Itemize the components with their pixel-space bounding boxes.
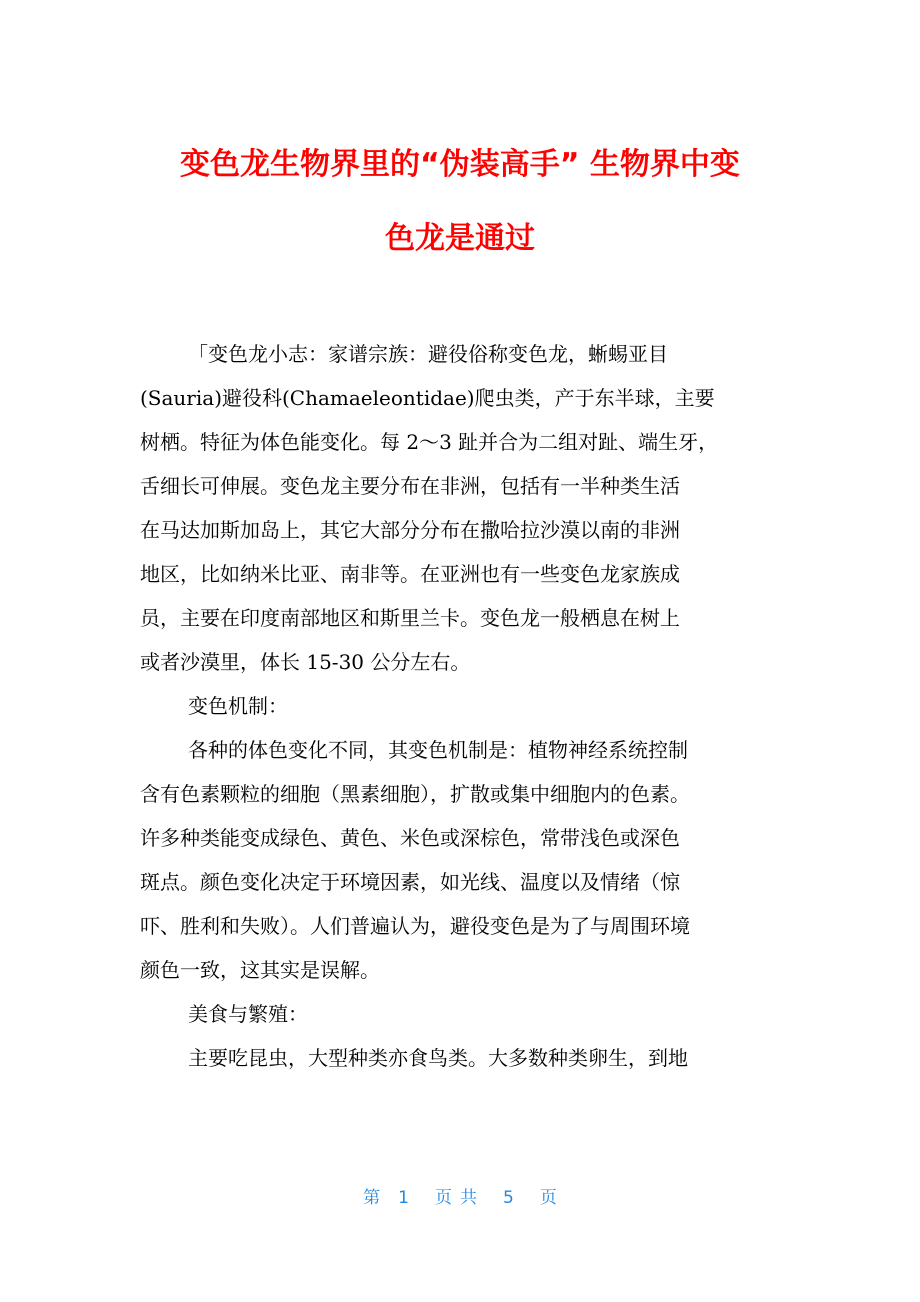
body-line: 「变色龙小志：家谱宗族：避役俗称变色龙，蜥蜴亚目: [188, 342, 668, 366]
footer-current-page: 1: [398, 1188, 409, 1208]
title-line-2: 色龙是通过: [385, 221, 535, 256]
body-line: (Sauria)避役科(Chamaeleontidae)爬虫类，产于东半球，主要: [140, 386, 715, 410]
footer-suffix: 页: [539, 1188, 557, 1208]
body-line: 或者沙漠里，体长 15-30 公分左右。: [140, 650, 471, 674]
body-line: 舌细长可伸展。变色龙主要分布在非洲，包括有一半种类生活: [140, 474, 680, 498]
body-line: 员，主要在印度南部地区和斯里兰卡。变色龙一般栖息在树上: [140, 606, 680, 630]
body-line: 斑点。颜色变化决定于环境因素，如光线、温度以及情绪（惊: [140, 870, 680, 894]
body-line: 树栖。特征为体色能变化。每 2～3 趾并合为二组对趾、端生牙，: [140, 430, 719, 454]
footer-middle: 页共: [435, 1188, 485, 1208]
footer-prefix: 第: [363, 1188, 381, 1208]
section-heading-food-breeding: 美食与繁殖：: [188, 1002, 308, 1026]
section-heading-color-mechanism: 变色机制：: [188, 694, 288, 718]
body-line: 颜色一致，这其实是误解。: [140, 958, 380, 982]
page-footer: [0, 1183, 920, 1208]
title-line-1: 变色龙生物界里的“伪装高手” 生物界中变: [180, 147, 740, 182]
body-line: 各种的体色变化不同，其变色机制是：植物神经系统控制: [188, 738, 688, 762]
body-line: 吓、胜利和失败）。人们普遍认为，避役变色是为了与周围环境: [140, 914, 690, 938]
body-line: 许多种类能变成绿色、黄色、米色或深棕色，常带浅色或深色: [140, 826, 680, 850]
document-body: [140, 332, 790, 1080]
document-title: [120, 128, 800, 276]
footer-total-pages: 5: [503, 1188, 514, 1208]
body-line: 含有色素颗粒的细胞（黑素细胞），扩散或集中细胞内的色素。: [140, 782, 690, 806]
body-line: 主要吃昆虫，大型种类亦食鸟类。大多数种类卵生，到地: [188, 1046, 688, 1070]
body-line: 在马达加斯加岛上，其它大部分分布在撒哈拉沙漠以南的非洲: [140, 518, 680, 542]
body-line: 地区，比如纳米比亚、南非等。在亚洲也有一些变色龙家族成: [140, 562, 680, 586]
